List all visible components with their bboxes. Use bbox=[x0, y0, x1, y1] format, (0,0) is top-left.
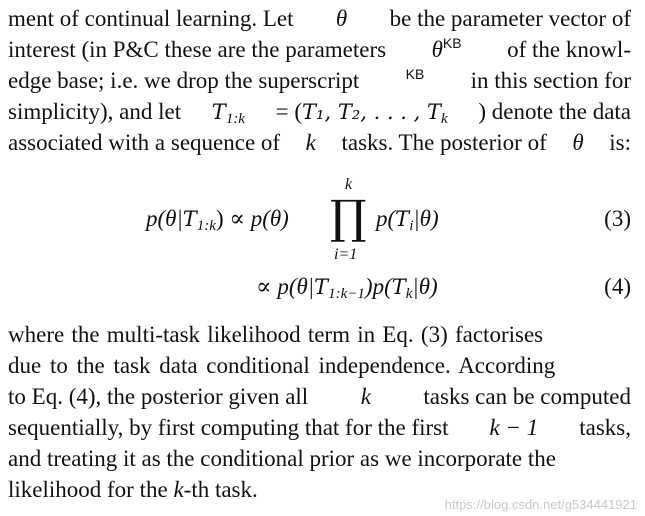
inline-math: = (T₁, T₂, . . . , $T_k$ bbox=[275, 99, 448, 127]
text-span: associated with a sequence of bbox=[8, 130, 281, 155]
text-span: sequentially, by first computing that for the first bbox=[8, 415, 449, 440]
inline-math: θ bbox=[572, 130, 584, 155]
inline-math: $T_{1:k}$ bbox=[211, 100, 245, 127]
text-span: in this section for bbox=[470, 68, 631, 93]
text-span: of the knowl- bbox=[507, 37, 631, 62]
inline-math: θ bbox=[335, 6, 348, 31]
text-line bbox=[8, 97, 631, 127]
text-line: where the multi-task likelihood term in Eq. (3) factorises bbox=[8, 322, 544, 347]
text-span: tasks can be computed bbox=[423, 384, 631, 409]
text-span: simplicity), and let bbox=[8, 99, 182, 124]
product-lower-limit: i=1 bbox=[334, 246, 358, 263]
text-span: be the parameter vector of bbox=[389, 6, 631, 31]
text-span: tasks. The posterior of bbox=[341, 130, 547, 155]
equation-rhs: $p(T_i|\theta)$ bbox=[376, 206, 439, 234]
text-line: due to the task data conditional independence. According bbox=[8, 353, 556, 378]
text-line bbox=[8, 382, 631, 412]
text-span: interest (in P&C these are the parameters bbox=[8, 37, 387, 62]
text-line bbox=[8, 35, 631, 65]
equation-number: (3) bbox=[604, 206, 631, 231]
text-line: likelihood for the k-th task. bbox=[8, 477, 258, 502]
inline-superscript: KB bbox=[405, 66, 425, 82]
inline-math: $\theta^{KB}$ bbox=[431, 35, 462, 62]
text-line: and treating it as the conditional prior as we incorporate the bbox=[8, 446, 556, 471]
text-line bbox=[8, 66, 631, 96]
text-span: ment of continual learning. Let bbox=[8, 6, 294, 31]
inline-math: k bbox=[360, 384, 371, 409]
inline-math: k − 1 bbox=[489, 415, 539, 440]
text-line bbox=[8, 4, 631, 34]
product-upper-limit: k bbox=[345, 176, 353, 193]
text-line bbox=[8, 128, 631, 158]
inline-math: k bbox=[305, 130, 316, 155]
product-symbol: ∏ bbox=[330, 190, 367, 244]
text-span: ) denote the data bbox=[478, 99, 631, 124]
text-line bbox=[8, 413, 631, 443]
text-span: tasks, bbox=[579, 415, 631, 440]
equation-rhs: ∝ $p(\theta|T_{1:k-1})p(T_k|\theta)$ bbox=[256, 274, 438, 302]
equation-number: (4) bbox=[604, 274, 631, 299]
text-span: to Eq. (4), the posterior given all bbox=[8, 384, 309, 409]
watermark: https://blog.csdn.net/g534441921 bbox=[444, 497, 637, 512]
text-span: edge base; i.e. we drop the superscript bbox=[8, 68, 360, 93]
equation-lhs: $p(\theta|T_{1:k}) \propto p(\theta)$ bbox=[146, 206, 289, 234]
text-span: is: bbox=[609, 130, 631, 155]
